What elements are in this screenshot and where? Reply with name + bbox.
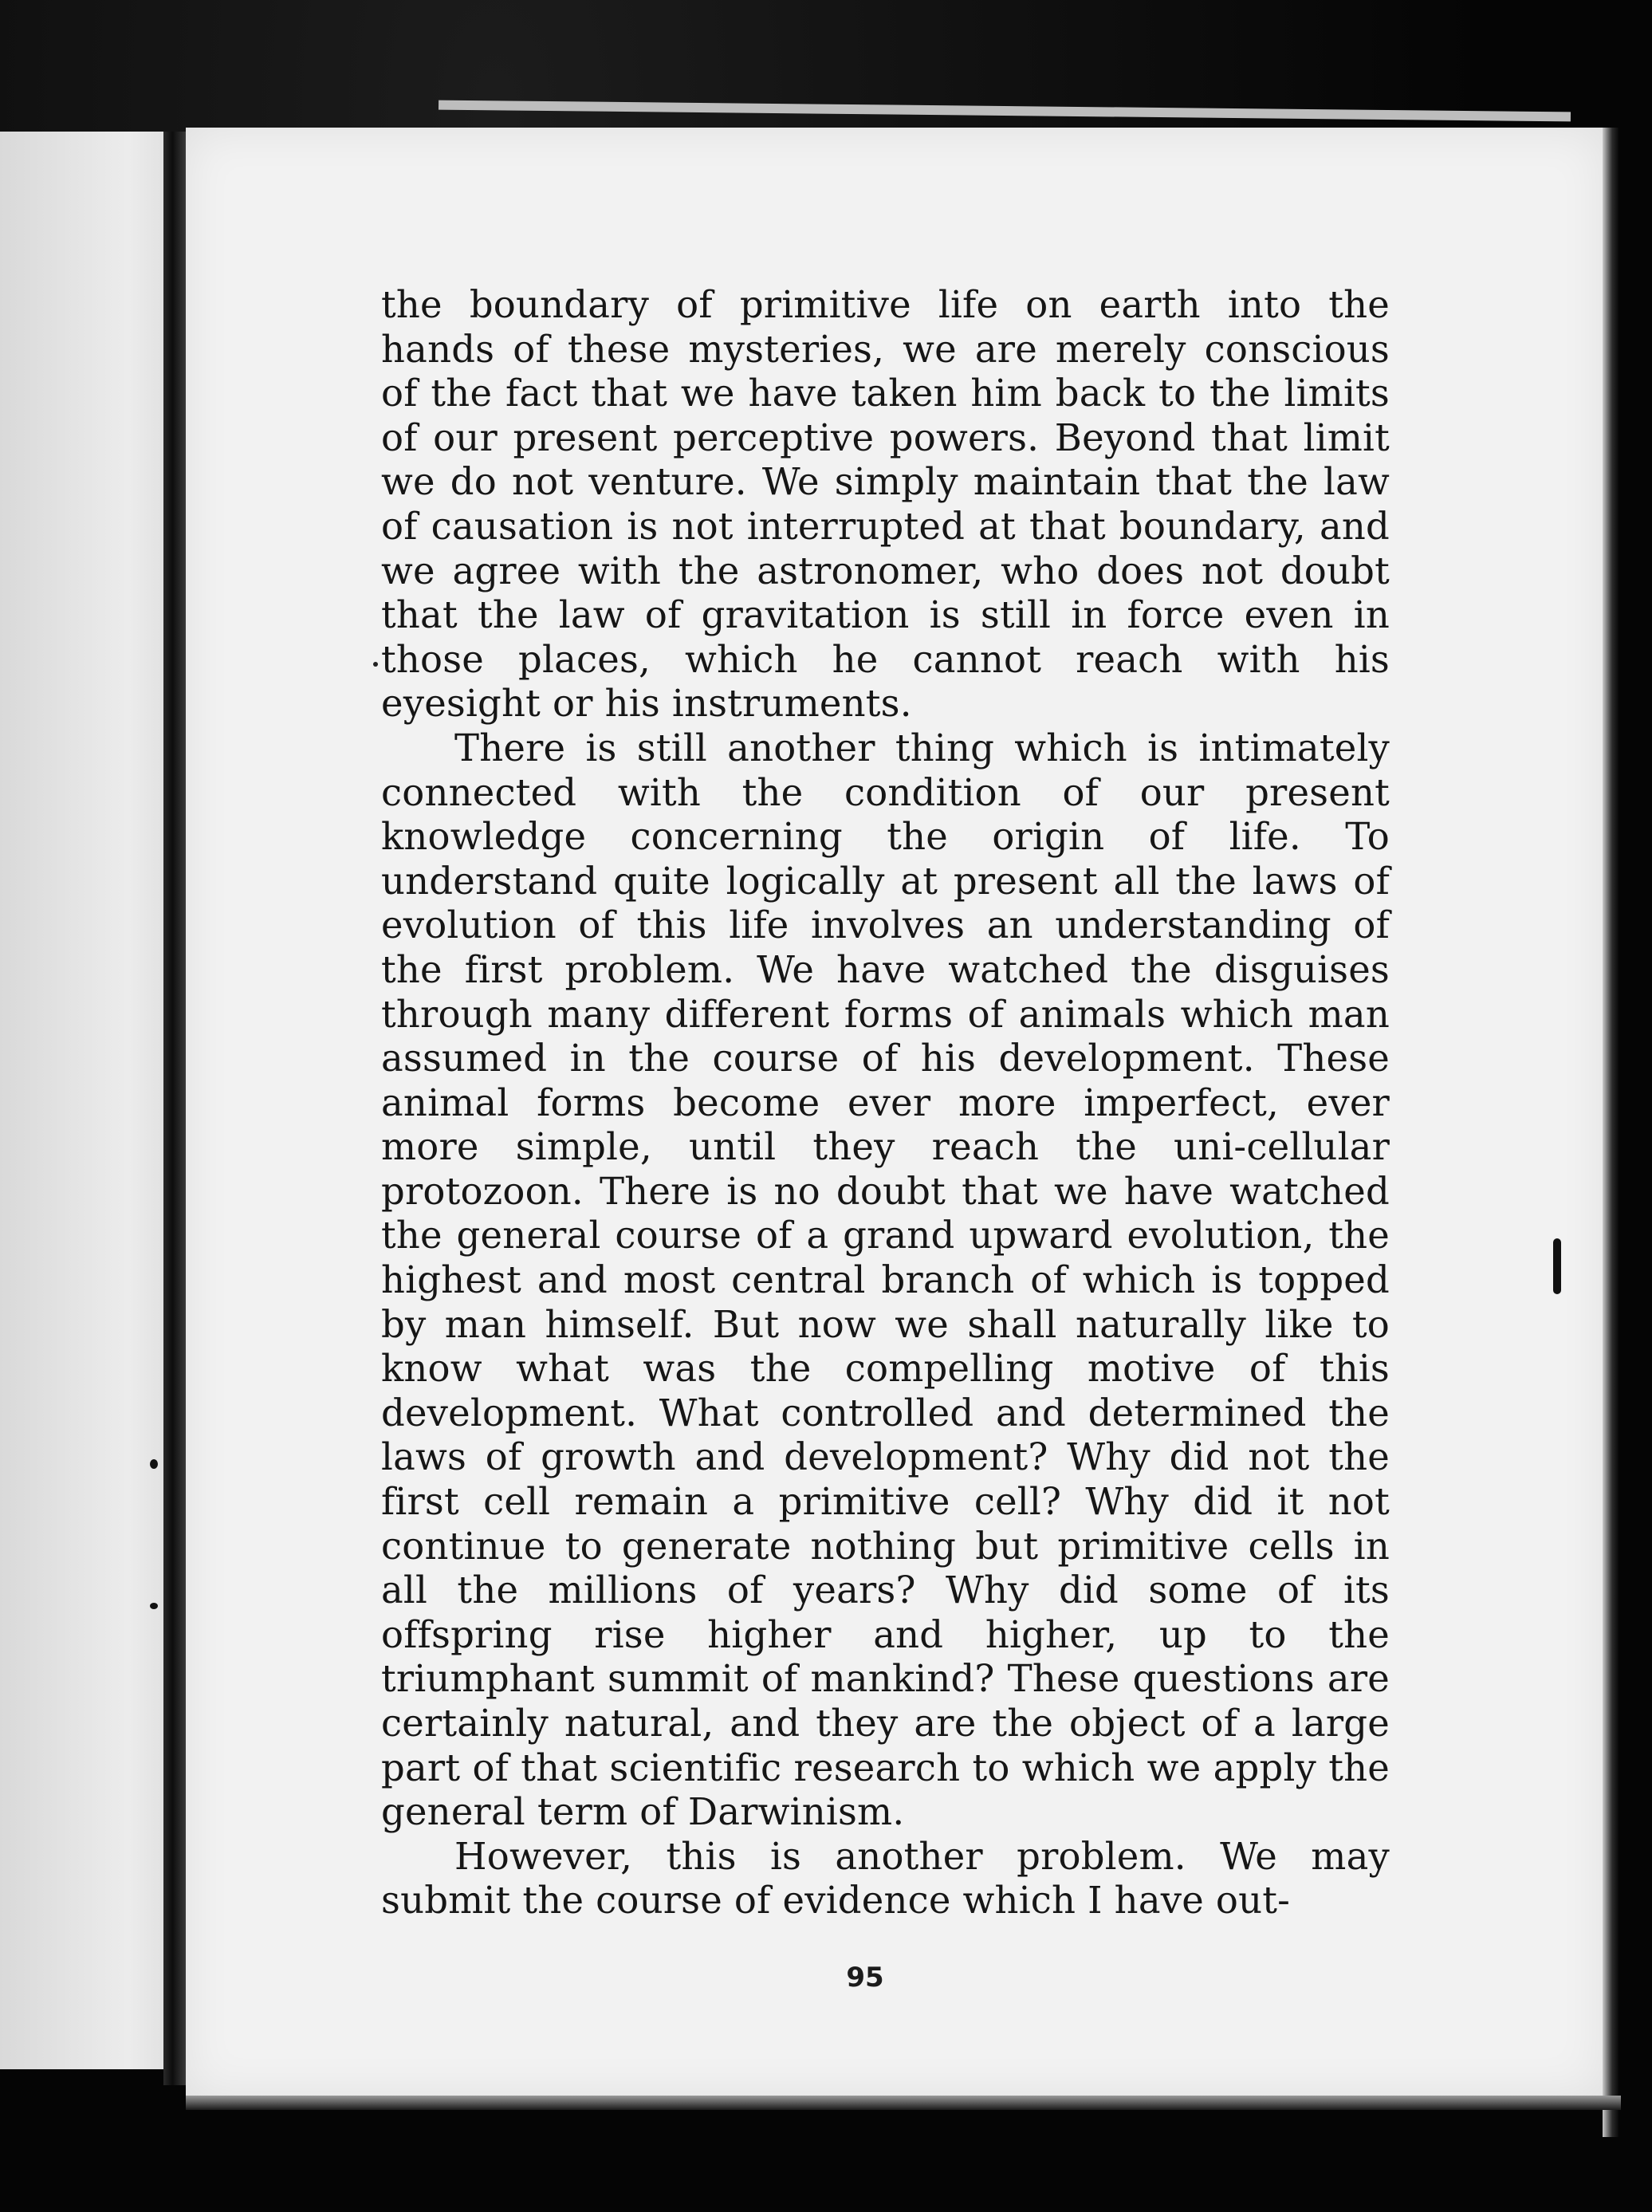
page-bottom-edge: [186, 2096, 1621, 2110]
margin-mark: [1553, 1238, 1561, 1294]
paragraph: the boundary of primitive life on earth into the hands of these mysteries, we are merely conscious of the fact that we have taken him back to the limits of our present perceptive powers. Beyond that limit we do not venture. We simply maintain that the law of causation is not interrupted at that boundary, and we agree with the astronomer, who does not doubt that the law of gravitation is still in force even in those places, which he cannot reach with his eyesight or his instruments.: [381, 283, 1390, 726]
page-right-edge: [1603, 128, 1619, 2137]
ink-speck: [373, 662, 378, 667]
page-body-text: [381, 283, 1390, 1923]
page-number: 95: [846, 1962, 884, 1994]
paragraph: However, this is another problem. We may submit the course of evidence which I have out-: [381, 1834, 1390, 1923]
binding-mark: [150, 1603, 158, 1609]
binding-mark: [150, 1459, 158, 1469]
paragraph: There is still another thing which is intimately connected with the condition of our present knowledge concerning the origin of life. To understand quite logically at present all the laws of evolution of this life involves an understanding of the first problem. We have watched the disguises through many different forms of animals which man assumed in the course of his development. These animal forms become ever more imperfect, ever more simple, until they reach the uni-cellular protozoon. There is no doubt that we have watched the general course of a grand upward evolution, the highest and most central branch of which is topped by man himself. But now we shall naturally like to know what was the compelling motive of this development. What controlled and determined the laws of growth and development? Why did not the first cell remain a primitive cell? Why did it not continue to generate nothing but primitive cells in all the millions of years? Why did some of its offspring rise higher and higher, up to the triumphant summit of mankind? These questions are certainly natural, and they are the object of a large part of that scientific research to which we apply the general term of Darwinism.: [381, 726, 1390, 1834]
facing-page-edge: [0, 132, 183, 2069]
book-gutter: [163, 132, 186, 2085]
